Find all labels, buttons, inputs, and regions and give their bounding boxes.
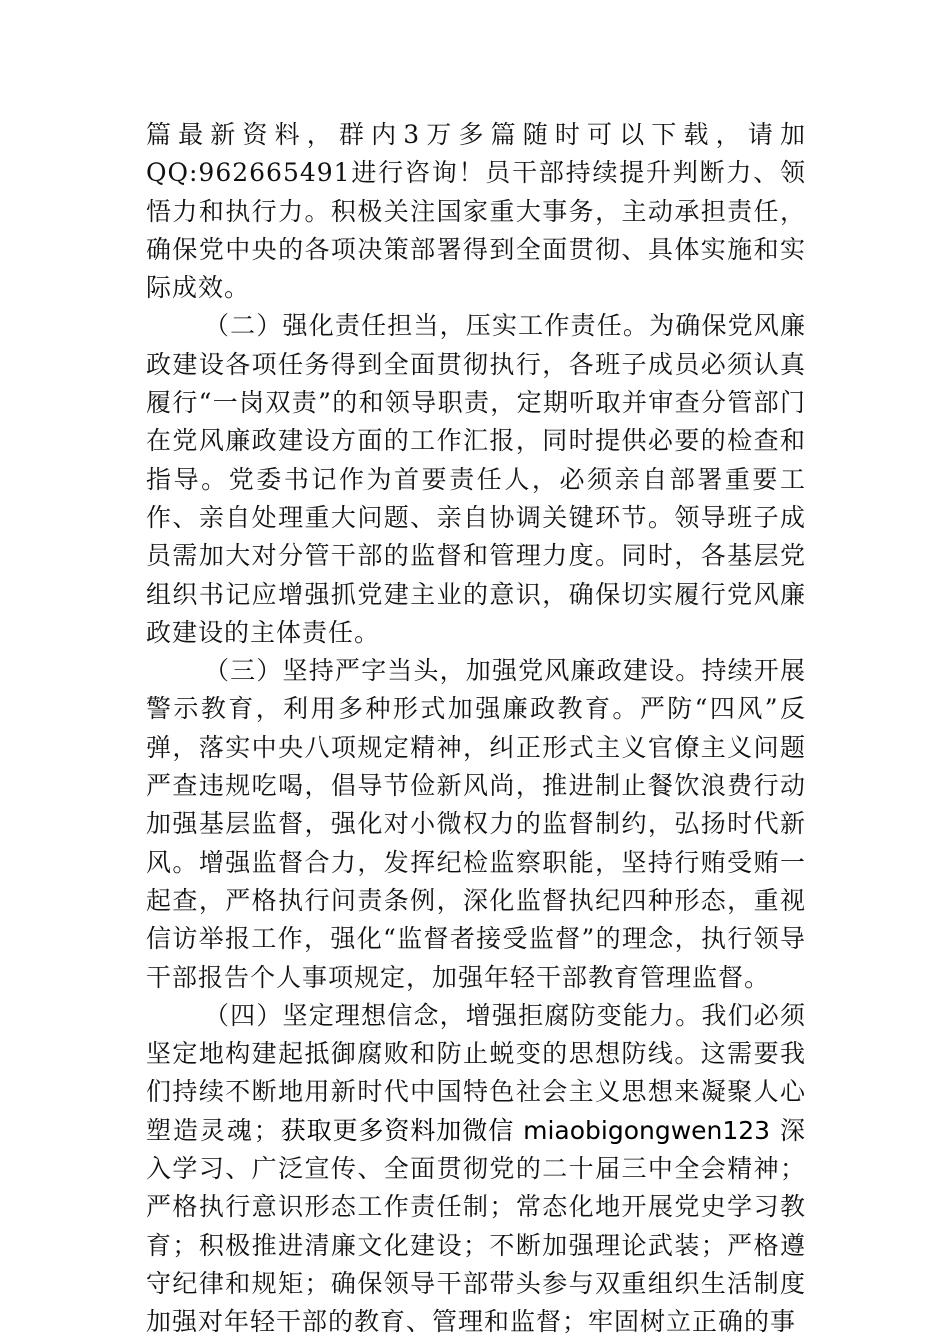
- paragraph-section-4-part-1: （四）坚定理想信念，增强拒腐防变能力。我们必须坚定地构建起抵御腐败和防止蜕变的思想防线。这需要我们持续不断地用新时代中国特色社会主义思想来凝聚人心塑造灵魂；: [146, 1000, 806, 1145]
- paragraph-intro: 篇最新资料，群内3万多篇随时可以下载，请加QQ:962665491进行咨询！员干部持续提升判断力、领悟力和执行力。积极关注国家重大事务，主动承担责任，确保党中央的各项决策部署得到全面贯彻、具体实施和实际成效。: [146, 120, 806, 303]
- paragraph-section-3: （三）坚持严字当头，加强党风廉政建设。持续开展警示教育，利用多种形式加强廉政教育。严防“四风”反弹，落实中央八项规定精神，纠正形式主义官僚主义问题严查违规吃喝，倡导节俭新风尚，推进制止餐饮浪费行动加强基层监督，强化对小微权力的监督制约，弘扬时代新风。增强监督合力，发挥纪检监察职能，坚持行贿受贿一起查，严格执行问责条例，深化监督执纪四种形态，重视信访举报工作，强化“监督者接受监督”的理念，执行领导干部报告个人事项规定，加强年轻干部教育管理监督。: [146, 656, 806, 992]
- paragraph-section-4-part-2: 深入学习、广泛宣传、全面贯彻党的二十届三中全会精神；严格执行意识形态工作责任制；常态化地开展党史学习教育；积极推进清廉文化建设；不断加强理论武装；严格遵守纪律和规矩；确保领导干部带头参与双重组织生活制度加强对年轻干部的教育、管理和监督；牢固树立正确的事: [146, 1115, 806, 1337]
- document-body: [146, 116, 806, 1342]
- paragraph-section-2: （二）强化责任担当，压实工作责任。为确保党风廉政建设各项任务得到全面贯彻执行，各班子成员必须认真履行“一岗双责”的和领导职责，定期听取并审查分管部门在党风廉政建设方面的工作汇报，同时提供必要的检查和指导。党委书记作为首要责任人，必须亲自部署重要工作、亲自处理重大问题、亲自协调关键环节。领导班子成员需加大对分管干部的监督和管理力度。同时，各基层党组织书记应增强抓党建主业的意识，确保切实履行党风廉政建设的主体责任。: [146, 311, 806, 647]
- paragraph-section-4: [146, 997, 806, 1342]
- watermark-text: 获取更多资料加微信 miaobigongwen123: [279, 1115, 771, 1145]
